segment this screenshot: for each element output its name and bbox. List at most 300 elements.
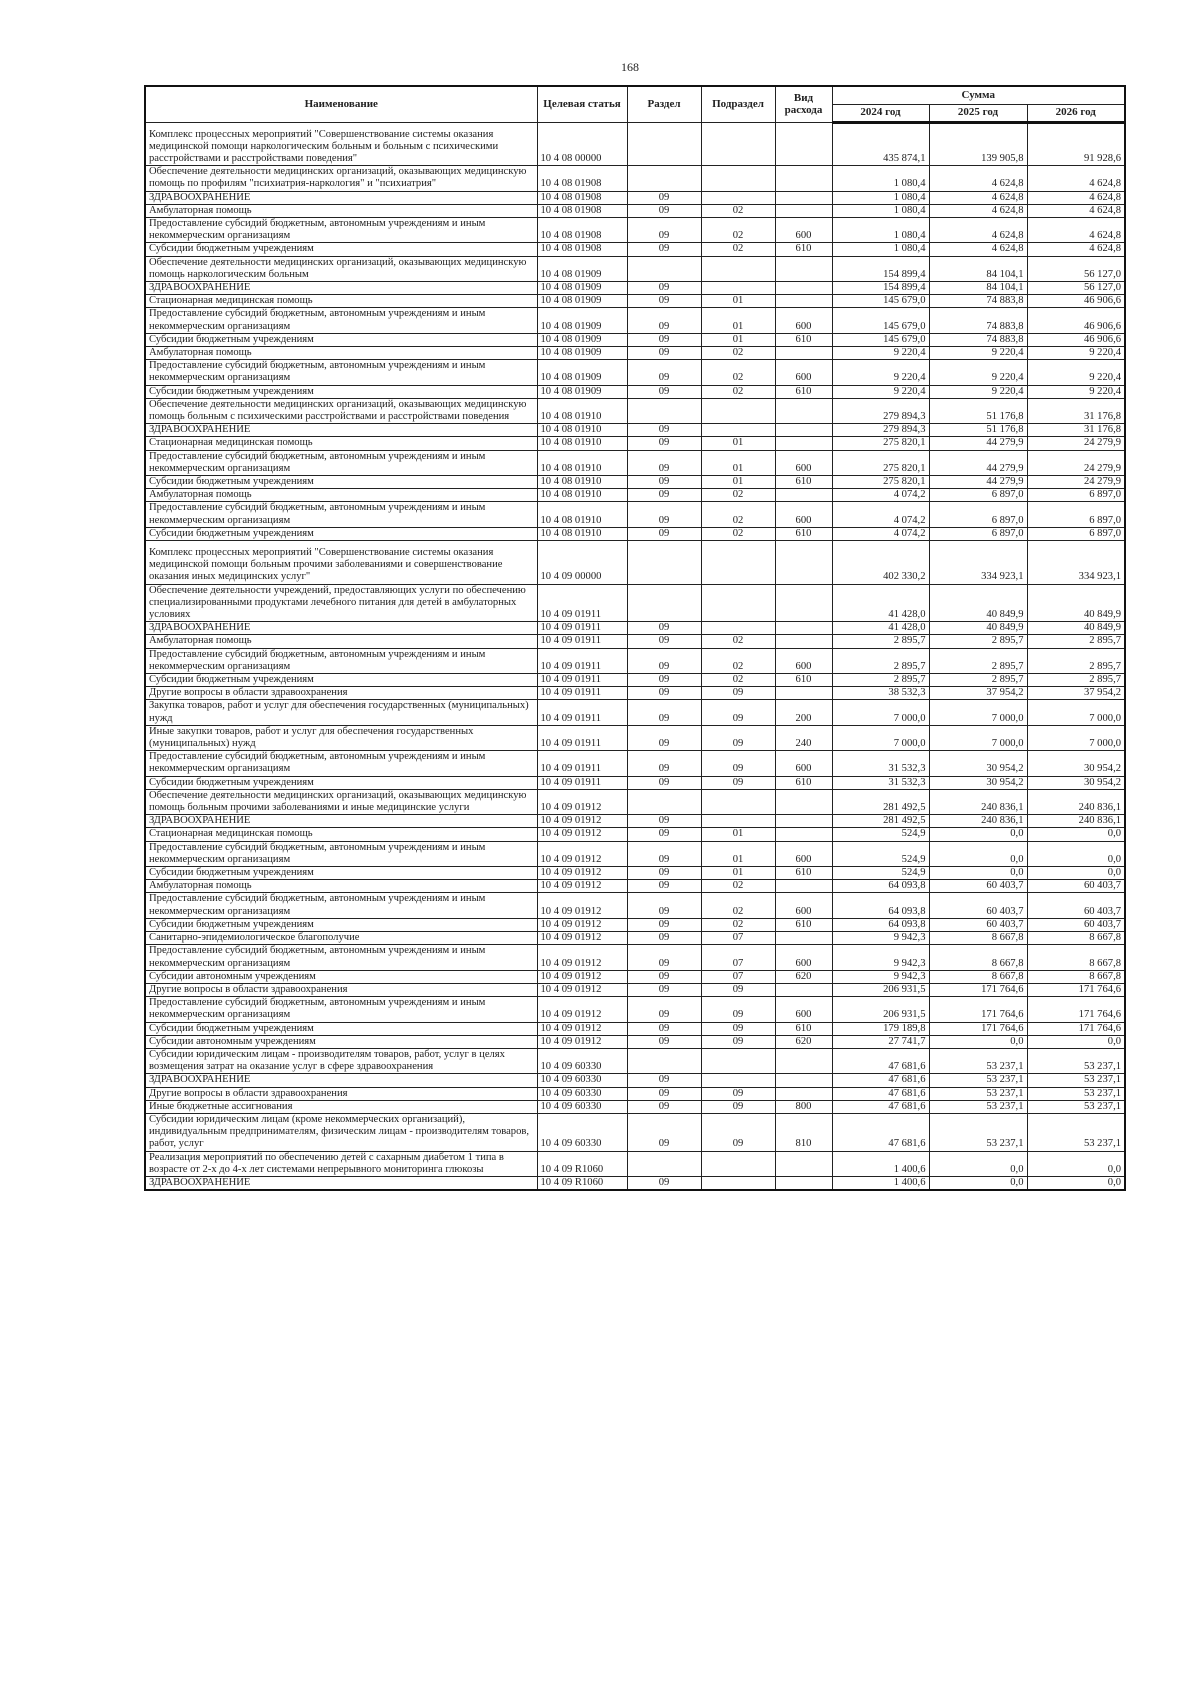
table-row bbox=[145, 541, 1125, 585]
row-expense-type bbox=[775, 122, 832, 166]
row-expense-type bbox=[775, 932, 832, 945]
row-subsection bbox=[701, 1048, 775, 1073]
header-2026: 2026 год bbox=[1027, 104, 1125, 122]
row-sum-2025: 8 667,8 bbox=[929, 932, 1027, 945]
row-sum-2026: 31 176,8 bbox=[1027, 424, 1125, 437]
row-sum-2025: 9 220,4 bbox=[929, 360, 1027, 385]
row-sum-2026: 60 403,7 bbox=[1027, 880, 1125, 893]
row-sum-2025: 60 403,7 bbox=[929, 880, 1027, 893]
row-sum-2025: 84 104,1 bbox=[929, 256, 1027, 281]
row-sum-2024: 9 220,4 bbox=[832, 346, 929, 359]
row-sum-2026: 24 279,9 bbox=[1027, 475, 1125, 488]
row-sum-2024: 1 080,4 bbox=[832, 243, 929, 256]
row-sum-2026: 46 906,6 bbox=[1027, 308, 1125, 333]
table-row bbox=[145, 1100, 1125, 1113]
row-expense-type: 610 bbox=[775, 333, 832, 346]
row-subsection: 01 bbox=[701, 295, 775, 308]
row-expense-type bbox=[775, 204, 832, 217]
row-target-code: 10 4 09 01912 bbox=[537, 815, 627, 828]
row-section: 09 bbox=[627, 191, 701, 204]
row-target-code: 10 4 08 01909 bbox=[537, 256, 627, 281]
row-expense-type bbox=[775, 437, 832, 450]
row-subsection: 09 bbox=[701, 1022, 775, 1035]
row-sum-2025: 60 403,7 bbox=[929, 918, 1027, 931]
row-sum-2024: 41 428,0 bbox=[832, 622, 929, 635]
table-row bbox=[145, 841, 1125, 866]
row-subsection: 09 bbox=[701, 1113, 775, 1151]
row-sum-2026: 8 667,8 bbox=[1027, 932, 1125, 945]
row-expense-type bbox=[775, 541, 832, 585]
row-sum-2024: 154 899,4 bbox=[832, 281, 929, 294]
row-section: 09 bbox=[627, 527, 701, 540]
row-subsection: 09 bbox=[701, 1100, 775, 1113]
row-name: Обеспечение деятельности медицинских организаций, оказывающих медицинскую помощь по профилям "психиатрия-наркология" и "психиатрия" bbox=[145, 166, 537, 191]
row-sum-2024: 402 330,2 bbox=[832, 541, 929, 585]
row-expense-type: 810 bbox=[775, 1113, 832, 1151]
row-sum-2024: 47 681,6 bbox=[832, 1100, 929, 1113]
row-subsection: 02 bbox=[701, 635, 775, 648]
row-sum-2026: 53 237,1 bbox=[1027, 1100, 1125, 1113]
row-sum-2026: 6 897,0 bbox=[1027, 527, 1125, 540]
header-sum: Сумма bbox=[832, 86, 1125, 104]
row-subsection: 02 bbox=[701, 204, 775, 217]
row-subsection: 01 bbox=[701, 333, 775, 346]
row-name: Предоставление субсидий бюджетным, автономным учреждениям и иным некоммерческим организациям bbox=[145, 502, 537, 527]
row-sum-2024: 1 400,6 bbox=[832, 1151, 929, 1176]
header-target: Целевая статья bbox=[537, 86, 627, 122]
row-target-code: 10 4 09 01912 bbox=[537, 983, 627, 996]
row-section: 09 bbox=[627, 997, 701, 1022]
row-name: ЗДРАВООХРАНЕНИЕ bbox=[145, 191, 537, 204]
row-subsection bbox=[701, 1176, 775, 1190]
row-section: 09 bbox=[627, 983, 701, 996]
row-subsection bbox=[701, 191, 775, 204]
row-sum-2024: 64 093,8 bbox=[832, 893, 929, 918]
row-sum-2025: 2 895,7 bbox=[929, 674, 1027, 687]
table-row bbox=[145, 725, 1125, 750]
row-sum-2026: 240 836,1 bbox=[1027, 789, 1125, 814]
row-subsection: 09 bbox=[701, 751, 775, 776]
table-row bbox=[145, 308, 1125, 333]
row-section: 09 bbox=[627, 893, 701, 918]
row-sum-2024: 41 428,0 bbox=[832, 584, 929, 622]
row-target-code: 10 4 08 01909 bbox=[537, 281, 627, 294]
row-section: 09 bbox=[627, 1035, 701, 1048]
row-expense-type bbox=[775, 635, 832, 648]
row-name: Иные бюджетные ассигнования bbox=[145, 1100, 537, 1113]
row-target-code: 10 4 09 01912 bbox=[537, 945, 627, 970]
row-subsection: 09 bbox=[701, 1035, 775, 1048]
row-sum-2025: 6 897,0 bbox=[929, 489, 1027, 502]
row-sum-2024: 7 000,0 bbox=[832, 725, 929, 750]
row-name: Комплекс процессных мероприятий "Совершенствование системы оказания медицинской помощи наркологическим больным и больным с психическими расстройствами и расстройствами поведения" bbox=[145, 122, 537, 166]
row-subsection: 01 bbox=[701, 475, 775, 488]
row-expense-type bbox=[775, 256, 832, 281]
row-sum-2025: 0,0 bbox=[929, 1151, 1027, 1176]
row-sum-2025: 40 849,9 bbox=[929, 584, 1027, 622]
row-expense-type: 610 bbox=[775, 918, 832, 931]
row-expense-type: 600 bbox=[775, 450, 832, 475]
row-sum-2026: 7 000,0 bbox=[1027, 725, 1125, 750]
row-expense-type bbox=[775, 584, 832, 622]
row-expense-type bbox=[775, 1176, 832, 1190]
row-sum-2026: 8 667,8 bbox=[1027, 945, 1125, 970]
row-sum-2026: 2 895,7 bbox=[1027, 674, 1125, 687]
row-section bbox=[627, 122, 701, 166]
row-sum-2025: 7 000,0 bbox=[929, 700, 1027, 725]
row-name: Предоставление субсидий бюджетным, автономным учреждениям и иным некоммерческим организациям bbox=[145, 360, 537, 385]
row-sum-2024: 4 074,2 bbox=[832, 489, 929, 502]
row-target-code: 10 4 08 01910 bbox=[537, 502, 627, 527]
row-expense-type: 620 bbox=[775, 1035, 832, 1048]
row-expense-type: 610 bbox=[775, 385, 832, 398]
row-section: 09 bbox=[627, 489, 701, 502]
row-section: 09 bbox=[627, 776, 701, 789]
table-row bbox=[145, 1074, 1125, 1087]
row-sum-2024: 64 093,8 bbox=[832, 918, 929, 931]
header-2025: 2025 год bbox=[929, 104, 1027, 122]
row-sum-2026: 9 220,4 bbox=[1027, 346, 1125, 359]
row-sum-2025: 4 624,8 bbox=[929, 217, 1027, 242]
row-target-code: 10 4 09 01911 bbox=[537, 622, 627, 635]
table-row bbox=[145, 880, 1125, 893]
row-sum-2024: 31 532,3 bbox=[832, 776, 929, 789]
row-sum-2025: 2 895,7 bbox=[929, 635, 1027, 648]
row-subsection: 01 bbox=[701, 841, 775, 866]
row-subsection bbox=[701, 256, 775, 281]
row-subsection: 09 bbox=[701, 725, 775, 750]
row-sum-2026: 240 836,1 bbox=[1027, 815, 1125, 828]
row-subsection: 02 bbox=[701, 385, 775, 398]
table-row bbox=[145, 997, 1125, 1022]
row-sum-2026: 6 897,0 bbox=[1027, 502, 1125, 527]
row-sum-2025: 0,0 bbox=[929, 867, 1027, 880]
row-subsection bbox=[701, 1151, 775, 1176]
row-sum-2026: 46 906,6 bbox=[1027, 295, 1125, 308]
row-sum-2026: 37 954,2 bbox=[1027, 687, 1125, 700]
row-expense-type bbox=[775, 622, 832, 635]
row-name: Амбулаторная помощь bbox=[145, 880, 537, 893]
row-sum-2025: 53 237,1 bbox=[929, 1100, 1027, 1113]
table-row bbox=[145, 1048, 1125, 1073]
table-body bbox=[145, 122, 1125, 1190]
row-sum-2024: 7 000,0 bbox=[832, 700, 929, 725]
row-name: Субсидии бюджетным учреждениям bbox=[145, 776, 537, 789]
row-sum-2024: 9 942,3 bbox=[832, 932, 929, 945]
row-sum-2025: 171 764,6 bbox=[929, 997, 1027, 1022]
table-row bbox=[145, 346, 1125, 359]
row-sum-2025: 4 624,8 bbox=[929, 243, 1027, 256]
row-name: Субсидии бюджетным учреждениям bbox=[145, 674, 537, 687]
row-subsection bbox=[701, 424, 775, 437]
row-subsection: 02 bbox=[701, 217, 775, 242]
row-subsection bbox=[701, 122, 775, 166]
row-sum-2024: 4 074,2 bbox=[832, 527, 929, 540]
row-sum-2024: 47 681,6 bbox=[832, 1113, 929, 1151]
row-sum-2025: 9 220,4 bbox=[929, 385, 1027, 398]
table-row bbox=[145, 333, 1125, 346]
row-sum-2026: 0,0 bbox=[1027, 1151, 1125, 1176]
header-section: Раздел bbox=[627, 86, 701, 122]
row-expense-type bbox=[775, 1048, 832, 1073]
row-section: 09 bbox=[627, 1100, 701, 1113]
row-name: Предоставление субсидий бюджетным, автономным учреждениям и иным некоммерческим организациям bbox=[145, 217, 537, 242]
row-sum-2024: 154 899,4 bbox=[832, 256, 929, 281]
table-row bbox=[145, 437, 1125, 450]
row-subsection bbox=[701, 815, 775, 828]
row-target-code: 10 4 08 01908 bbox=[537, 243, 627, 256]
row-expense-type bbox=[775, 191, 832, 204]
row-sum-2026: 6 897,0 bbox=[1027, 489, 1125, 502]
row-sum-2025: 53 237,1 bbox=[929, 1113, 1027, 1151]
row-sum-2026: 9 220,4 bbox=[1027, 385, 1125, 398]
row-target-code: 10 4 08 01910 bbox=[537, 527, 627, 540]
header-2024: 2024 год bbox=[832, 104, 929, 122]
row-section: 09 bbox=[627, 1113, 701, 1151]
row-sum-2024: 435 874,1 bbox=[832, 122, 929, 166]
row-sum-2026: 9 220,4 bbox=[1027, 360, 1125, 385]
row-sum-2025: 74 883,8 bbox=[929, 308, 1027, 333]
row-target-code: 10 4 08 01908 bbox=[537, 166, 627, 191]
row-name: Обеспечение деятельности медицинских организаций, оказывающих медицинскую помощь наркологическим больным bbox=[145, 256, 537, 281]
row-sum-2026: 30 954,2 bbox=[1027, 751, 1125, 776]
row-expense-type: 600 bbox=[775, 648, 832, 673]
row-sum-2025: 53 237,1 bbox=[929, 1074, 1027, 1087]
row-section: 09 bbox=[627, 1176, 701, 1190]
row-name: Предоставление субсидий бюджетным, автономным учреждениям и иным некоммерческим организациям bbox=[145, 893, 537, 918]
table-row bbox=[145, 475, 1125, 488]
row-sum-2024: 1 080,4 bbox=[832, 204, 929, 217]
row-target-code: 10 4 09 01911 bbox=[537, 674, 627, 687]
table-row bbox=[145, 789, 1125, 814]
row-name: Амбулаторная помощь bbox=[145, 635, 537, 648]
row-sum-2025: 171 764,6 bbox=[929, 983, 1027, 996]
row-sum-2025: 240 836,1 bbox=[929, 815, 1027, 828]
row-section: 09 bbox=[627, 918, 701, 931]
table-row bbox=[145, 1087, 1125, 1100]
row-sum-2025: 40 849,9 bbox=[929, 622, 1027, 635]
row-subsection: 01 bbox=[701, 308, 775, 333]
row-sum-2025: 44 279,9 bbox=[929, 450, 1027, 475]
row-sum-2025: 53 237,1 bbox=[929, 1087, 1027, 1100]
row-subsection: 02 bbox=[701, 346, 775, 359]
row-name: Стационарная медицинская помощь bbox=[145, 295, 537, 308]
row-sum-2025: 6 897,0 bbox=[929, 502, 1027, 527]
row-sum-2026: 0,0 bbox=[1027, 828, 1125, 841]
row-sum-2024: 145 679,0 bbox=[832, 295, 929, 308]
row-name: Субсидии бюджетным учреждениям bbox=[145, 867, 537, 880]
row-sum-2026: 56 127,0 bbox=[1027, 256, 1125, 281]
row-target-code: 10 4 08 01910 bbox=[537, 450, 627, 475]
row-sum-2024: 9 942,3 bbox=[832, 970, 929, 983]
row-section bbox=[627, 166, 701, 191]
row-section: 09 bbox=[627, 385, 701, 398]
row-sum-2025: 4 624,8 bbox=[929, 191, 1027, 204]
row-sum-2024: 281 492,5 bbox=[832, 815, 929, 828]
row-section: 09 bbox=[627, 360, 701, 385]
row-expense-type: 610 bbox=[775, 776, 832, 789]
header-expense-type: Вид расхода bbox=[775, 86, 832, 122]
row-section: 09 bbox=[627, 635, 701, 648]
row-target-code: 10 4 08 01908 bbox=[537, 204, 627, 217]
row-section bbox=[627, 1048, 701, 1073]
row-expense-type: 200 bbox=[775, 700, 832, 725]
row-expense-type: 600 bbox=[775, 893, 832, 918]
row-sum-2025: 2 895,7 bbox=[929, 648, 1027, 673]
row-sum-2026: 4 624,8 bbox=[1027, 166, 1125, 191]
row-expense-type bbox=[775, 687, 832, 700]
row-sum-2025: 4 624,8 bbox=[929, 166, 1027, 191]
table-row bbox=[145, 1151, 1125, 1176]
row-name: Субсидии бюджетным учреждениям bbox=[145, 243, 537, 256]
row-expense-type: 610 bbox=[775, 475, 832, 488]
row-expense-type: 600 bbox=[775, 360, 832, 385]
row-expense-type: 610 bbox=[775, 867, 832, 880]
table-row bbox=[145, 893, 1125, 918]
row-section: 09 bbox=[627, 622, 701, 635]
row-target-code: 10 4 08 01909 bbox=[537, 308, 627, 333]
table-row bbox=[145, 687, 1125, 700]
row-name: Предоставление субсидий бюджетным, автономным учреждениям и иным некоммерческим организациям bbox=[145, 751, 537, 776]
row-name: Иные закупки товаров, работ и услуг для обеспечения государственных (муниципальных) нужд bbox=[145, 725, 537, 750]
table-row bbox=[145, 918, 1125, 931]
row-expense-type bbox=[775, 398, 832, 423]
row-subsection: 02 bbox=[701, 893, 775, 918]
row-target-code: 10 4 09 60330 bbox=[537, 1074, 627, 1087]
row-section: 09 bbox=[627, 970, 701, 983]
row-subsection: 01 bbox=[701, 450, 775, 475]
table-row bbox=[145, 502, 1125, 527]
row-name: Предоставление субсидий бюджетным, автономным учреждениям и иным некоммерческим организациям bbox=[145, 648, 537, 673]
row-sum-2026: 2 895,7 bbox=[1027, 648, 1125, 673]
row-subsection: 02 bbox=[701, 243, 775, 256]
row-sum-2026: 40 849,9 bbox=[1027, 622, 1125, 635]
row-sum-2026: 46 906,6 bbox=[1027, 333, 1125, 346]
row-target-code: 10 4 09 60330 bbox=[537, 1100, 627, 1113]
row-sum-2026: 0,0 bbox=[1027, 867, 1125, 880]
row-expense-type: 610 bbox=[775, 1022, 832, 1035]
row-name: Субсидии бюджетным учреждениям bbox=[145, 1022, 537, 1035]
row-subsection: 02 bbox=[701, 489, 775, 502]
row-section: 09 bbox=[627, 243, 701, 256]
row-subsection: 07 bbox=[701, 945, 775, 970]
row-name: ЗДРАВООХРАНЕНИЕ bbox=[145, 815, 537, 828]
row-expense-type: 600 bbox=[775, 308, 832, 333]
row-target-code: 10 4 09 01911 bbox=[537, 700, 627, 725]
row-sum-2025: 6 897,0 bbox=[929, 527, 1027, 540]
row-section bbox=[627, 1151, 701, 1176]
table-row bbox=[145, 166, 1125, 191]
row-expense-type: 600 bbox=[775, 502, 832, 527]
table-row bbox=[145, 584, 1125, 622]
row-sum-2024: 27 741,7 bbox=[832, 1035, 929, 1048]
row-subsection: 09 bbox=[701, 997, 775, 1022]
row-sum-2025: 60 403,7 bbox=[929, 893, 1027, 918]
row-name: Другие вопросы в области здравоохранения bbox=[145, 1087, 537, 1100]
row-sum-2025: 334 923,1 bbox=[929, 541, 1027, 585]
row-expense-type bbox=[775, 489, 832, 502]
row-expense-type bbox=[775, 880, 832, 893]
row-sum-2024: 47 681,6 bbox=[832, 1074, 929, 1087]
row-target-code: 10 4 09 01911 bbox=[537, 648, 627, 673]
row-expense-type bbox=[775, 1074, 832, 1087]
row-sum-2026: 0,0 bbox=[1027, 1176, 1125, 1190]
row-name: Стационарная медицинская помощь bbox=[145, 437, 537, 450]
row-sum-2025: 30 954,2 bbox=[929, 751, 1027, 776]
row-sum-2026: 171 764,6 bbox=[1027, 983, 1125, 996]
row-sum-2025: 44 279,9 bbox=[929, 437, 1027, 450]
row-sum-2025: 139 905,8 bbox=[929, 122, 1027, 166]
table-row bbox=[145, 295, 1125, 308]
row-sum-2024: 179 189,8 bbox=[832, 1022, 929, 1035]
row-target-code: 10 4 09 01912 bbox=[537, 970, 627, 983]
row-subsection: 02 bbox=[701, 880, 775, 893]
budget-table bbox=[144, 85, 1126, 1191]
table-row bbox=[145, 1176, 1125, 1190]
row-name: Другие вопросы в области здравоохранения bbox=[145, 983, 537, 996]
row-section: 09 bbox=[627, 424, 701, 437]
row-sum-2026: 2 895,7 bbox=[1027, 635, 1125, 648]
header-name: Наименование bbox=[145, 86, 537, 122]
row-sum-2024: 275 820,1 bbox=[832, 437, 929, 450]
row-sum-2024: 38 532,3 bbox=[832, 687, 929, 700]
row-section: 09 bbox=[627, 1087, 701, 1100]
table-row bbox=[145, 970, 1125, 983]
table-row bbox=[145, 217, 1125, 242]
row-expense-type: 800 bbox=[775, 1100, 832, 1113]
row-name: Субсидии юридическим лицам - производителям товаров, работ, услуг в целях возмещения затрат на оказание услуг в сфере здравоохранения bbox=[145, 1048, 537, 1073]
table-row bbox=[145, 674, 1125, 687]
row-subsection: 02 bbox=[701, 360, 775, 385]
row-target-code: 10 4 09 01912 bbox=[537, 893, 627, 918]
row-section: 09 bbox=[627, 751, 701, 776]
row-sum-2026: 40 849,9 bbox=[1027, 584, 1125, 622]
row-sum-2024: 9 220,4 bbox=[832, 385, 929, 398]
row-sum-2024: 1 080,4 bbox=[832, 191, 929, 204]
table-row bbox=[145, 635, 1125, 648]
row-target-code: 10 4 08 01910 bbox=[537, 398, 627, 423]
row-sum-2026: 4 624,8 bbox=[1027, 191, 1125, 204]
row-section: 09 bbox=[627, 450, 701, 475]
row-sum-2026: 8 667,8 bbox=[1027, 970, 1125, 983]
table-row bbox=[145, 983, 1125, 996]
row-subsection: 01 bbox=[701, 437, 775, 450]
table-row bbox=[145, 1022, 1125, 1035]
row-sum-2024: 2 895,7 bbox=[832, 648, 929, 673]
row-sum-2026: 171 764,6 bbox=[1027, 997, 1125, 1022]
row-target-code: 10 4 09 01911 bbox=[537, 584, 627, 622]
row-sum-2024: 279 894,3 bbox=[832, 398, 929, 423]
row-target-code: 10 4 09 R1060 bbox=[537, 1151, 627, 1176]
row-expense-type bbox=[775, 815, 832, 828]
row-expense-type bbox=[775, 295, 832, 308]
row-sum-2024: 279 894,3 bbox=[832, 424, 929, 437]
row-sum-2025: 0,0 bbox=[929, 1176, 1027, 1190]
row-sum-2024: 206 931,5 bbox=[832, 983, 929, 996]
row-sum-2024: 1 080,4 bbox=[832, 166, 929, 191]
row-section bbox=[627, 541, 701, 585]
table-row bbox=[145, 385, 1125, 398]
row-sum-2024: 9 220,4 bbox=[832, 360, 929, 385]
row-sum-2025: 240 836,1 bbox=[929, 789, 1027, 814]
row-sum-2025: 37 954,2 bbox=[929, 687, 1027, 700]
row-sum-2024: 275 820,1 bbox=[832, 475, 929, 488]
row-expense-type bbox=[775, 828, 832, 841]
table-row bbox=[145, 700, 1125, 725]
row-section: 09 bbox=[627, 841, 701, 866]
table-row bbox=[145, 1035, 1125, 1048]
row-target-code: 10 4 09 01911 bbox=[537, 776, 627, 789]
